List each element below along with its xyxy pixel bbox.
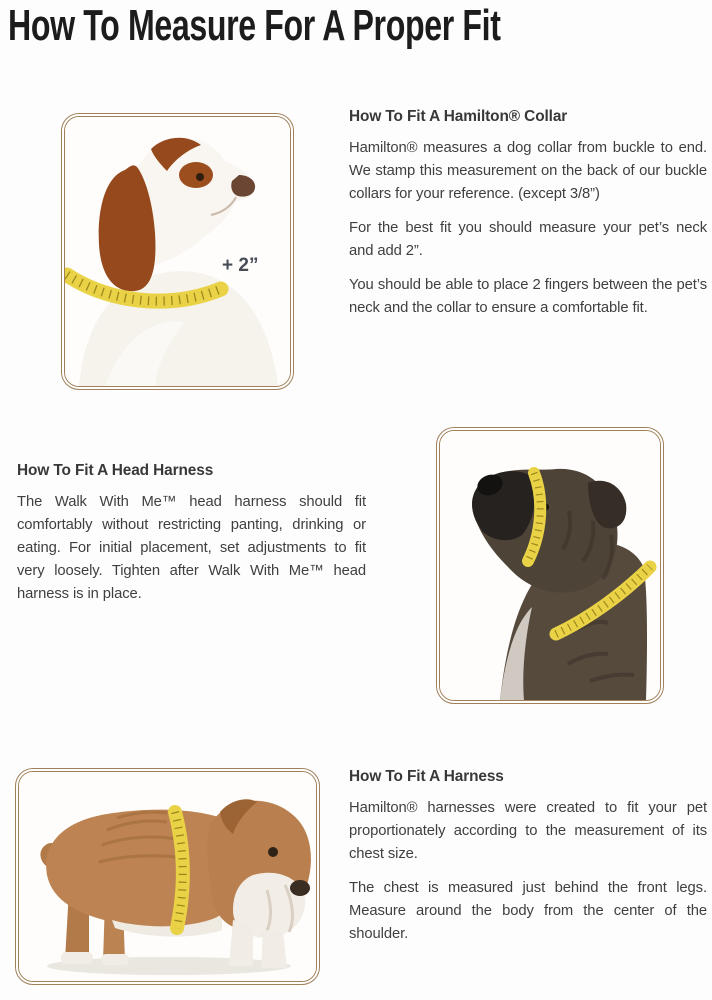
hind-paw-1 <box>61 952 93 964</box>
chest-tape <box>175 812 183 928</box>
front-leg-1 <box>229 920 253 966</box>
harness-heading: How To Fit A Harness <box>349 768 504 785</box>
plus-two-inches-label: + 2” <box>222 255 259 276</box>
dog-eye <box>196 173 204 181</box>
eye-patch <box>179 162 213 188</box>
harness-photo <box>15 768 320 985</box>
collar-measure-photo <box>61 113 294 390</box>
collar-heading: How To Fit A Hamilton® Collar <box>349 108 568 125</box>
harness-paragraph-1: Hamilton® harnesses were created to fit your pet proportionately according to the measurement of its chest size. <box>349 800 707 862</box>
hind-paw-2 <box>101 954 129 965</box>
harness-paragraph-2: The chest is measured just behind the front legs. Measure around the body from the center of the shoulder. <box>349 880 707 942</box>
head-harness-text-block <box>17 461 366 617</box>
collar-text-block <box>349 107 707 331</box>
spaniel-collar-illustration <box>65 117 290 386</box>
head-harness-heading: How To Fit A Head Harness <box>17 462 214 479</box>
head-harness-paragraph-1: The Walk With Me™ head harness should fit comfortably without restricting panting, drinking or eating. For initial placement, set adjustments to fit very loosely. Tighten after Walk With Me™ head harness is in place. <box>17 494 366 602</box>
page-title: How To Measure For A Proper Fit <box>8 1 501 50</box>
front-leg-2 <box>261 930 287 968</box>
dog-eye <box>268 847 278 857</box>
dog-nose <box>290 880 310 896</box>
collar-paragraph-2: For the best fit you should measure your pet’s neck and add 2”. <box>349 220 707 259</box>
collar-paragraph-1: Hamilton® measures a dog collar from buckle to end. We stamp this measurement on the back of our buckle collars for your reference. (except 3/8”) <box>349 140 707 202</box>
bulldog-illustration <box>19 772 316 981</box>
head-harness-photo <box>436 427 664 704</box>
collar-paragraph-3: You should be able to place 2 fingers between the pet’s neck and the collar to ensure a comfortable fit. <box>349 277 707 316</box>
harness-text-block <box>349 767 707 957</box>
brindle-dog-illustration <box>440 431 660 700</box>
